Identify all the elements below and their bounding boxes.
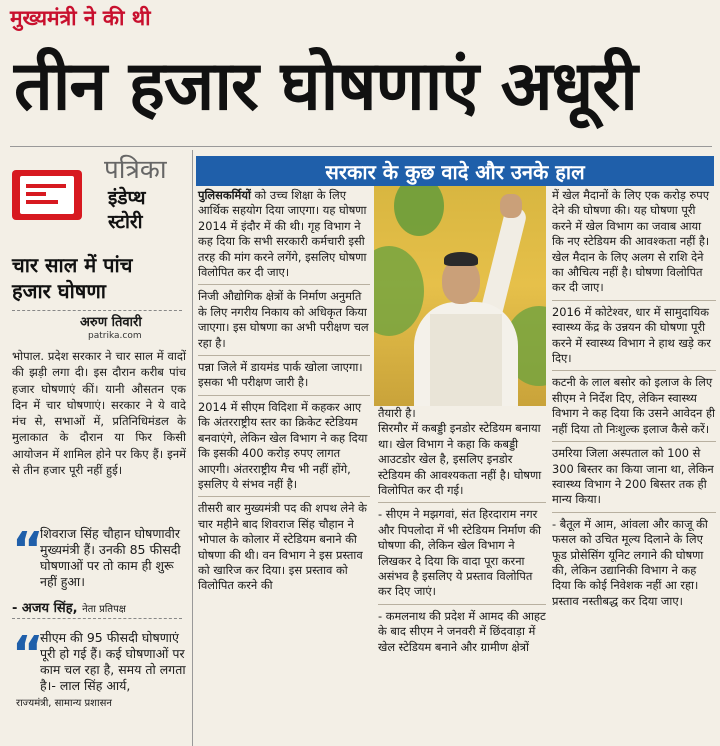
divider [12,618,182,619]
section-banner [196,156,714,186]
col1-p5: तीसरी बार मुख्यमंत्री पद की शपथ लेने के चार महीने बाद शिवराज सिंह चौहान ने भोपाल के कोलार में स्टेडियम बनाने की घोषणा की थी। वन विभाग ने इस प्रस्ताव को खारिज कर दिया। इस प्रस्ताव को विलोपित करने की [198,501,367,593]
quote-1 [12,522,186,590]
chief-minister-photo [374,186,546,406]
domain: patrika.com [88,331,142,341]
divider [12,310,182,311]
col3-p1: में खेल मैदानों के लिए एक करोड़ रुपए देने की घोषणा की। यह घोषणा पूरी करने में खेल विभाग का जवाब आया कि नए स्टेडियम की आवश्कता नहीं है। खेल मैदान के लिए अलग से राशि देने का औचित्य नहीं है। घोषणा विलोपित कर दी जाए। [552,188,710,295]
banner-title: सरकार के कुछ वादे और उनके हाल [325,160,585,184]
kicker: मुख्यमंत्री ने की थी [10,6,151,30]
quote-mark-icon: “ [12,522,44,578]
tag-line-1: इंडेप्थ [108,187,146,209]
col3-p5: - बैतूल में आम, आंवला और काजू की फसल को उचित मूल्य दिलाने के लिए फूड प्रोसेसिंग यूनिट लगाने की घोषणा की, लेकिन उद्यानिकी विभाग ने कह दिया कि कोई निवेशक नहीं आ रहा। प्रस्ताव नस्तीबद्ध कर दिया जाए। [552,516,708,608]
col1-p2: निजी औद्योगिक क्षेत्रों के निर्माण अनुमति के लिए नगरीय निकाय को अधिकृत किया जाएगा। इस घोषणा का अभी परीक्षण चल रहा है। [198,289,369,350]
col2-p4: - कमलनाथ की प्रदेश में आमद की आहट के बाद सीएम ने जनवरी में छिंदवाड़ा में खेल स्टेडियम बनाने और ग्रामीण क्षेत्रों [378,608,546,654]
quote-2-text: सीएम की 95 फीसदी घोषणाएं पूरी हो गई हैं। कई घोषणाओं पर काम चल रहा है, समय तो लगता है।- लाल सिंह आर्य, [40,630,186,693]
col1-p4: 2014 में सीएम विदिशा में कहकर आए कि अंतरराष्ट्रीय स्तर का क्रिकेट स्टेडियम बनवाएंगे, लेकिन खेल विभाग ने कह दिया कि इसकी 400 करोड़ रुपए लागत आएगी। अंतरराष्ट्रीय मैच भी नहीं होंगे, इसलिए ये संभव नहीं है। [198,399,368,491]
col1-p3: पन्ना जिले में डायमंड पार्क खोला जाएगा। इसका भी परीक्षण जारी है। [198,360,363,390]
col2-p1: तैयारी है। [378,406,416,420]
quote-1-text: शिवराज सिंह चौहान घोषणावीर मुख्यमंत्री हैं। उनकी 85 फीसदी घोषणाओं पर तो काम ही शुरू नहीं हुआ। [40,526,181,589]
col2-p3: - सीएम ने मझगवां, संत हिरदाराम नगर और पिपलोदा में भी स्टेडियम निर्माण की घोषणा की, लेकिन खेल विभाग ने लिखकर दे दिया कि वादा पूरा करना असंभव है इसलिए ये प्रस्ताव विलोपित कर दिए जाएं। [378,507,541,599]
left-column [8,150,188,746]
side-title-line-1: चार साल में पांच [12,253,133,277]
newspaper-icon [12,170,82,220]
col3-p3: कटनी के लाल बसोर को इलाज के लिए सीएम ने निर्देश दिए, लेकिन स्वास्थ्य विभाग ने कह दिया कि उसने आवेदन ही नहीं दिया तो निःशुल्क इलाज कैसे करें। [552,375,715,436]
tag-line-2: स्टोरी [108,211,143,233]
col1-lead: पुलिसकर्मियों [198,188,251,202]
headline: तीन हजार घोषणाएं अधूरी [14,47,637,126]
article-column-1 [198,188,370,594]
article-column-3 [552,188,716,609]
col3-p2: 2016 में कोटेश्वर, धार में सामुदायिक स्वास्थ्य केंद्र के उन्नयन की घोषणा पूरी करने में स्वास्थ्य विभाग ने हाथ खड़े कर दिए। [552,304,711,366]
side-body: भोपाल. प्रदेश सरकार ने चार साल में वादों की झड़ी लगा दी। इस दौरान करीब पांच हजार घोषणाएं कीं। यानी औसतन एक दिन में चार घोषणाएं। सरकार ने ये वादे मंच से, सभाओं में, प्रतिनिधिमंडल के मुलाकात के दौरान या फिर किसी आयोजन में शामिल होने पर किए हैं। इनमें से तीन हजार पूरी नहीं हुई। [12,349,186,478]
column-divider [192,150,193,746]
quote-mark-icon: “ [12,626,44,682]
article-column-2 [378,406,546,655]
quote-1-attribution: - अजय सिंह, नेता प्रतिपक्ष [12,601,126,616]
quote-2 [12,626,186,709]
brand-name: पत्रिका [104,155,167,185]
col3-p4: उमरिया जिला अस्पताल को 100 से 300 बिस्तर का किया जाना था, लेकिन स्वास्थ्य विभाग ने 200 बिस्तर तक ही मान्य किया। [552,446,714,507]
quote-2-role: राज्यमंत्री, सामान्य प्रशासन [16,698,112,709]
author: अरुण तिवारी [80,315,142,330]
col2-p2: सिरमौर में कबड्डी इनडोर स्टेडियम बनाया था। खेल विभाग ने कहा कि कबड्डी आउटडोर खेल है, इसलिए इनडोर स्टेडियम की आवश्यकता नहीं है। घोषणा विलोपित कर दी गई। [378,421,542,498]
divider [10,146,712,147]
col1-p1: को उच्च शिक्षा के लिए आर्थिक सहयोग दिया जाएगा। यह घोषणा 2014 में इंदौर में की थी। गृह विभाग ने कह दिया कि सभी सरकारी कर्मचारी इसी तरह की मांग करने लगेंगे, इसलिए घोषणा विलोपित कर दी जाए। [198,188,367,280]
side-title-line-2: हजार घोषणा [12,279,106,303]
